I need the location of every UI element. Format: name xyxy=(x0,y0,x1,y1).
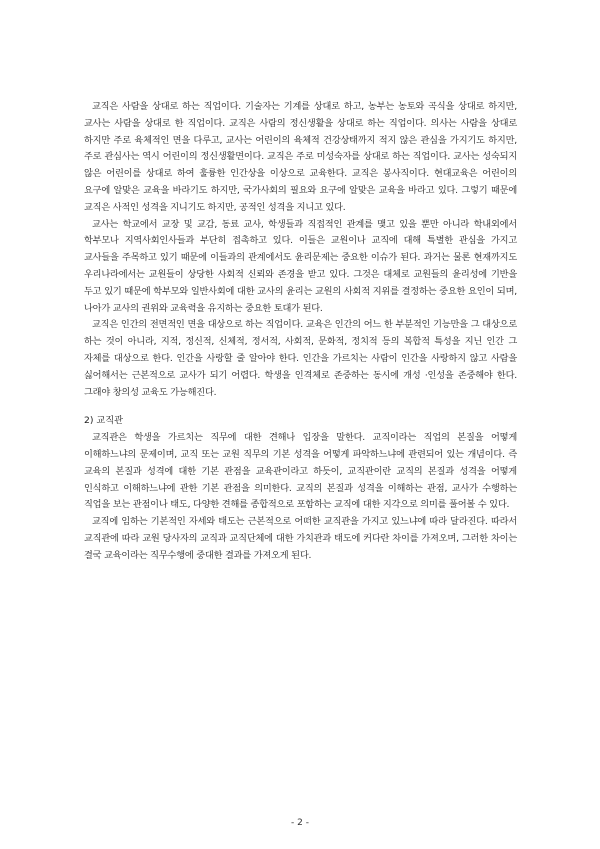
paragraph-teacher-ethics: 교사는 학교에서 교장 및 교감, 동료 교사, 학생들과 직접적인 관계를 맺고 있을 뿐만 아니라 학내외에서 학부모나 지역사회인사들과 부단히 접촉하고 있다. 이들은 교원이나 교직에 대해 특별한 관심을 가지고 교사들을 주목하고 있기 때문에 이들과의 관계에서도 윤리문제는 중요한 이슈가 된다. 과거는 물론 현재까지도 우리나라에서는 교원들이 상당한 사회적 신뢰와 존경을 받고 있다. 그것은 대체로 교원들의 윤리성에 기반을 두고 있기 때문에 학부모와 일반사회에 대한 교사의 윤리는 교원의 사회적 지위를 결정하는 중요한 요인이 되며, 나아가 교사의 권위와 교육력을 유지하는 중요한 토대가 된다. xyxy=(84,218,517,314)
section-heading-teaching-view: 2) 교직관 xyxy=(84,415,123,427)
paragraph-teaching-as-human-profession: 교직은 사람을 상대로 하는 직업이다. 기술자는 기계를 상대로 하고, 농부는 농토와 곡식을 상대로 하지만, 교사는 사람을 상대로 한 직업이다. 교직은 사람의 정신생활을 상대로 하는 직업이다. 의사는 사람을 상대로 하지만 주로 육체적인 면을 다루고, 교사는 어린이의 육체적 건강상태까지 적지 않은 관심을 가지기도 하지만, 주로 관심사는 역시 어린이의 정신생활면이다. 교직은 주로 미성숙자를 상대로 하는 직업이다. 교사는 성숙되지 않은 어린이를 상대로 하여 훌륭한 인간상을 이상으로 교육한다. 교직은 봉사직이다. 현대교육은 어린이의 요구에 알맞은 교육을 바라기도 하지만, 국가사회의 필요와 요구에 알맞은 교육을 바라고 있다. 그렇기 때문에 교직은 사적인 성격을 지니기도 하지만, 공적인 성격을 지니고 있다. xyxy=(84,101,517,213)
paragraph-teaching-view-definition: 교직관은 학생을 가르치는 직무에 대한 견해나 입장을 말한다. 교직이라는 직업의 본질을 어떻게 이해하느냐의 문제이며, 교직 또는 교원 직무의 기본 성격을 어떻게 파악하느냐에 관련되어 있는 개념이다. 즉 교육의 본질과 성격에 대한 기본 관점을 교육관이라고 하듯이, 교직관이란 교직의 본질과 성격을 어떻게 인식하고 이해하느냐에 관한 기본 관점을 의미한다. 교직의 본질과 성격을 이해하는 관점, 교사가 수행하는 직업을 보는 관점이나 태도, 다양한 견해를 종합적으로 포함하는 교직에 대한 지각으로 의미를 풀어볼 수 있다. xyxy=(84,432,517,511)
page-number: - 2 - xyxy=(291,818,309,828)
paragraph-teaching-view-impact: 교직에 임하는 기본적인 자세와 태도는 근본적으로 어떠한 교직관을 가지고 있느냐에 따라 달라진다. 따라서 교직관에 따라 교원 당사자의 교직과 교직단체에 대한 가치관과 태도에 커다란 차이를 가져오며, 그러한 차이는 결국 교육이라는 직무수행에 중대한 결과를 가져오게 된다. xyxy=(84,516,517,561)
body-text xyxy=(84,99,517,565)
paragraph-whole-person: 교직은 인간의 전면적인 면을 대상으로 하는 직업이다. 교육은 인간의 어느 한 부분적인 기능만을 그 대상으로 하는 것이 아니라, 지적, 정신적, 신체적, 정서적, 사회적, 문화적, 정치적 등의 복합적 특성을 지닌 인간 그 자체를 대상으로 한다. 인간을 사랑할 줄 알아야 한다. 인간을 가르치는 사람이 인간을 사랑하지 않고 사람을 싫어해서는 근본적으로 교사가 되기 어렵다. 학생을 인격체로 존중하는 동시에 개성 ·인성을 존중해야 한다. 그래야 창의성 교육도 가능해진다. xyxy=(84,319,517,398)
